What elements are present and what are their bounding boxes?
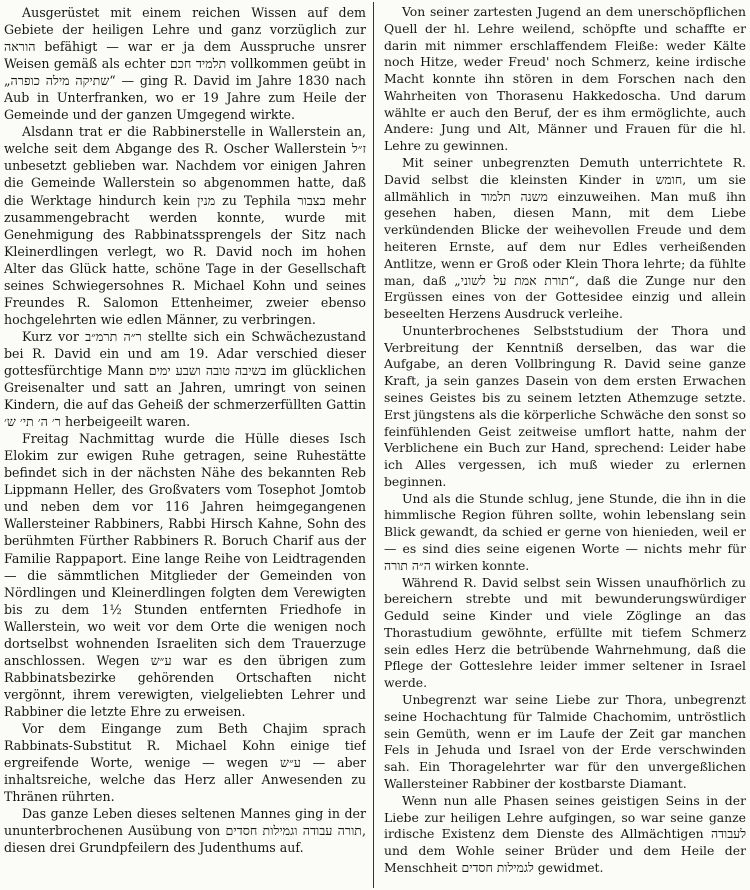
paragraph: Während R. David selbst sein Wissen unaufhörlich zu bereichern strebte und mit bewunderungswürdiger Geduld seine Kinder und viele Zöglinge an das Thorastudium gewöhnte, erfüllte mit tiefem Schmerz sein edles Herz die betrübende Wahrnehmung, daß die Pflege der Gotteslehre leider immer seltener in Israel werde.: [384, 574, 746, 691]
paragraph: Kurz vor ר״ה תרמ״ב stellte sich ein Schwächezustand bei R. David ein und am 19. Adar verschied dieser gottesfürchtige Mann בשיבה טובה ושבע ימים im glücklichen Greisenalter und satt an Jahren, umringt von seinen Kindern, die auf das Geheiß der schmerzerfüllten Gattin ר׳ ה׳ תי׳ ש׳ herbeigeeilt waren.: [4, 328, 366, 430]
paragraph: Das ganze Leben dieses seltenen Mannes ging in der ununterbrochenen Ausübung von תורה עבודה וגמילות חסדים, diesen drei Grundpfeilern des Judenthums auf.: [4, 806, 366, 856]
paragraph: Ununterbrochenes Selbststudium der Thora und Verbreitung der Kenntniß derselben, das war die Aufgabe, an deren Vollbringung R. David seine ganze Kraft, ja sein ganzes Dasein von dem ersten Erwachen seines Geistes bis zu seinem letzten Athemzuge setzte. Erst jüngstens als die körperliche Schwäche den sonst so feinfühlenden Geist zeitweise umflort hatte, nahm der Verblichene ein Buch zur Hand, sprechend: Leider habe ich Alles vergessen, ich muß wieder zu erlernen beginnen.: [384, 322, 746, 489]
left-column: [4, 4, 366, 886]
paragraph: Alsdann trat er die Rabbinerstelle in Wallerstein an, welche seit dem Abgange des R. Oscher Wallerstein ז״ל unbesetzt geblieben war. Nachdem vor einigen Jahren die Gemeinde Wallerstein so abgenommen hatte, daß die Werktage hindurch kein מנין zu Tephila בצבור mehr zusammengebracht werden konnte, wurde mit Genehmigung des Rabbinatssprengels der Sitz nach Kleinerdlingen verlegt, wo R. David noch im hohen Alter das Glück hatte, schöne Tage in der Gesellschaft seines Schwiegersohnes R. Michael Kohn und seines Freundes R. Salomon Ettenheimer, zweier ebenso hochgelehrten wie edlen Männer, zu verbringen.: [4, 124, 366, 327]
paragraph: Mit seiner unbegrenzten Demuth unterrichtete R. David selbst die kleinsten Kinder in חומש, um sie allmählich in משנה תלמוד einzuweihen. Man muß ihn gesehen haben, diesen Mann, mit dem Liebe verkündenden Blicke der weihevollen Freude und dem heiteren Ernste, auf dem nur Edles verheißenden Antlitze, wenn er Groß oder Klein Thora lehrte; da fühlte man, daß „תורת אמת על לשוני“, daß die Zunge nur den Ergüssen eines von der Gottesidee einzig und allein beseelten Herzens Ausdruck verleihe.: [384, 155, 746, 322]
paragraph: Wenn nun alle Phasen seines geistigen Seins in der Liebe zur heiligen Lehre aufgingen, so war seine ganze irdische Existenz dem Dienste des Allmächtigen לעבודה und dem Wohle seiner Brüder und dem Heile der Menschheit לגמילות חסדים gewidmet.: [384, 792, 746, 875]
paragraph: Freitag Nachmittag wurde die Hülle dieses Isch Elokim zur ewigen Ruhe getragen, seine Ruhestätte befindet sich in der nächsten Nähe des bekannten Reb Lippmann Heller, des Großvaters vom Tosephot Jomtob und neben dem vor 116 Jahren heimgegangenen Wallersteiner Rabbiners, Rabbi Hirsch Kahne, Sohn des berühmten Fürther Rabbiners R. Boruch Charif aus der Familie Rappaport. Eine lange Reihe von Leidtragenden — die sämmtlichen Mitglieder der Gemeinden von Nördlingen und Kleinerdlingen folgten dem Verewigten bis zu dem 1½ Stunden entfernten Friedhofe in Wallerstein, wo weit vor dem Orte die wenigen noch dortselbst wohnenden Israeliten sich dem Trauerzuge anschlossen. Wegen ע״ש war es den übrigen zum Rabbinatsbezirke gehörenden Ortschaften nicht vergönnt, ihrem verewigten, vielgeliebten Lehrer und Rabbiner die letzte Ehre zu erweisen.: [4, 431, 366, 719]
paragraph: Unbegrenzt war seine Liebe zur Thora, unbegrenzt seine Hochachtung für Talmide Chachomim, untröstlich sein Gemüth, wenn er im Laufe der Zeit gar manchen Fels in Jehuda und Israel von der Erde verschwinden sah. Ein Thoragelehrter war für den unvergeßlichen Wallersteiner Rabbiner der kostbarste Diamant.: [384, 692, 746, 791]
paragraph: Ausgerüstet mit einem reichen Wissen auf dem Gebiete der heiligen Lehre und ganz vorzüglich zur הוראה befähigt — war er ja dem Ausspruche unsrer Weisen gemäß als echter תלמיד חכם vollkommen geübt in „שתיקה מילה כופרה“ — ging R. David im Jahre 1830 nach Aub in Unterfranken, wo er 19 Jahre zum Heile der Gemeinde und der ganzen Umgegend wirkte.: [4, 5, 366, 123]
column-divider: [373, 2, 374, 888]
paragraph: Und als die Stunde schlug, jene Stunde, die ihn in die himmlische Region führen sollte, wohin lebenslang sein Blick gewandt, da schied er gerne von hienieden, weil er — es sind dies seine eigenen Worte — nichts mehr für ה״ה תורה wirken konnte.: [384, 490, 746, 573]
paragraph: Von seiner zartesten Jugend an dem unerschöpflichen Quell der hl. Lehre weilend, schöpfte und schaffte er darin mit nimmer erschlaffendem Fleiße: weder Kälte noch Hitze, weder Freud' noch Schmerz, keine irdische Macht konnte ihn stören in dem Forschen nach den Wahrheiten von Thorasenu Hakkedoscha. Und darum wählte er auch den Beruf, der es ihm ermöglichte, auch Andere: Jung und Alt, Männer und Frauen für die hl. Lehre zu gewinnen.: [384, 4, 746, 154]
right-column: [384, 4, 746, 886]
paragraph: Vor dem Eingange zum Beth Chajim sprach Rabbinats-Substitut R. Michael Kohn einige tief ergreifende Worte, wenige — wegen ע״ש — aber inhaltsreiche, welche das Herz aller Anwesenden zu Thränen rührten.: [4, 720, 366, 805]
